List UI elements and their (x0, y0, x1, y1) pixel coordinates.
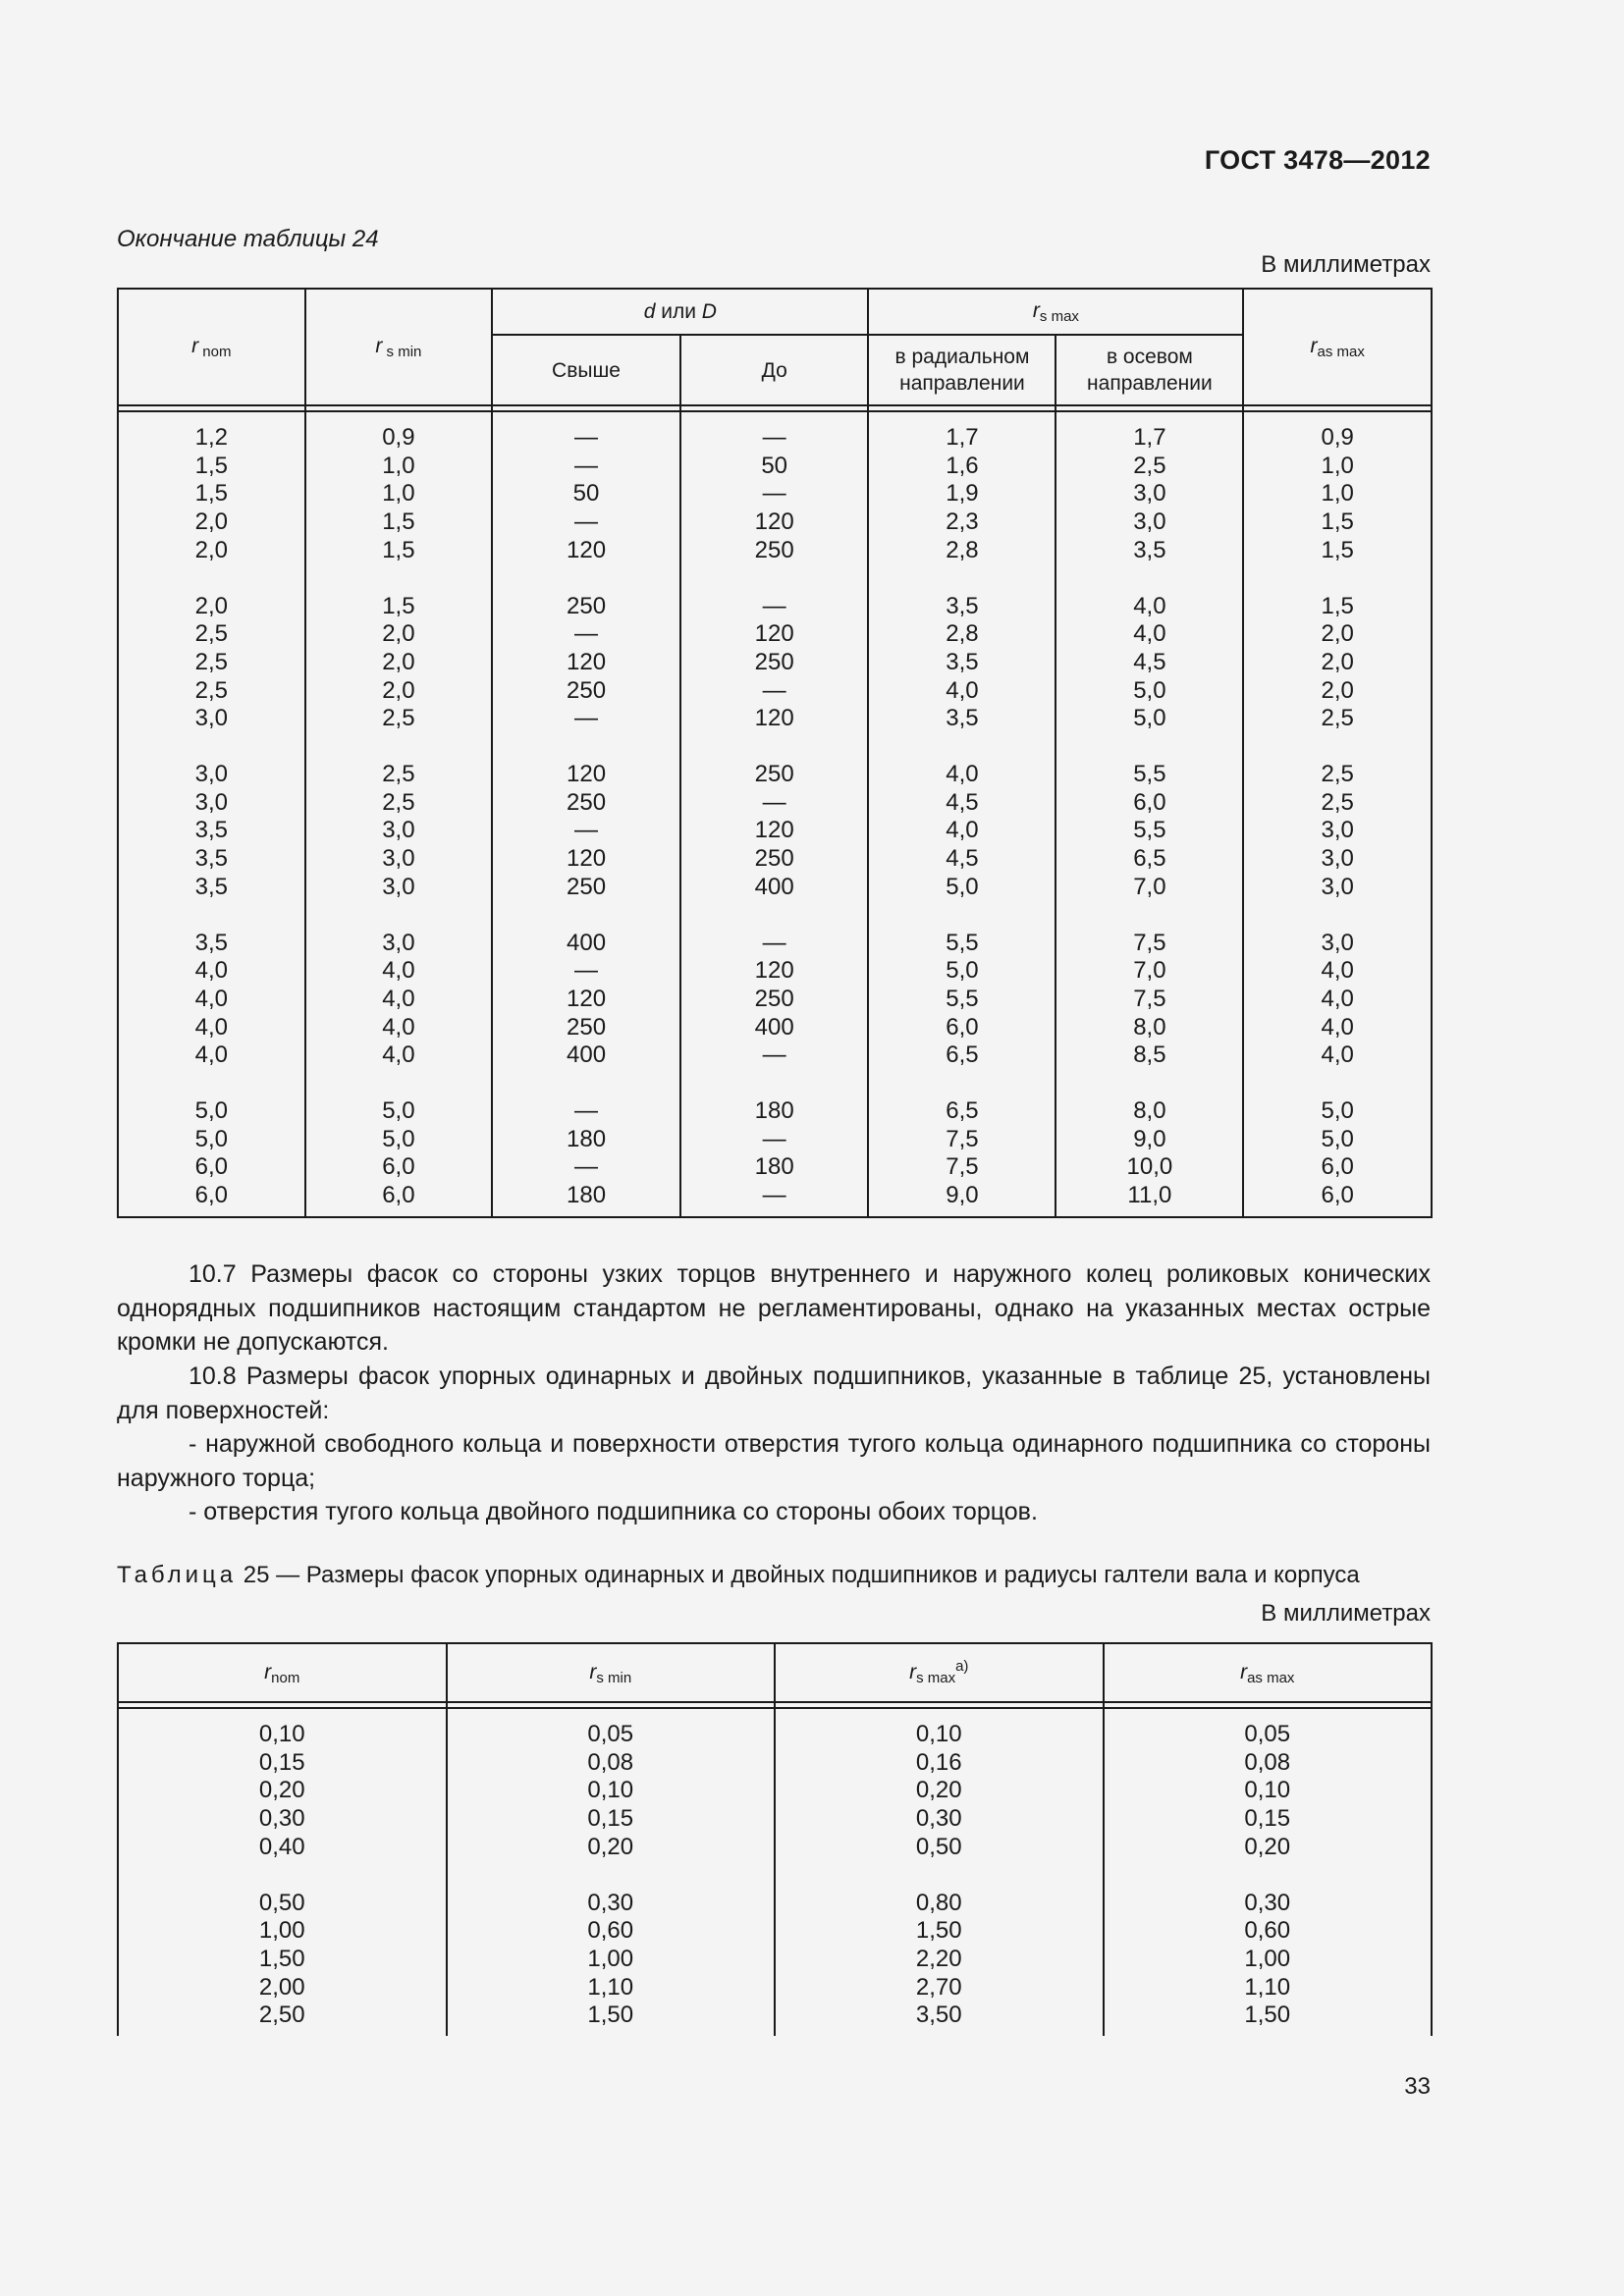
table-cell-value: 50 (572, 480, 600, 507)
table-cell-value: 2,5 (1321, 788, 1354, 816)
table-cell-value: 7,5 (946, 1125, 979, 1152)
table-cell-value: — (762, 676, 786, 704)
table-cell-value: — (762, 592, 786, 619)
group-3-to-cell (680, 761, 869, 930)
table-cell-value: 2,0 (382, 620, 415, 648)
table-cell-value: 0,16 (915, 1748, 962, 1776)
table-cell-value: 2,5 (382, 761, 415, 788)
table-cell-value: 3,5 (194, 873, 228, 900)
table-cell-value: 0,30 (587, 1889, 634, 1916)
table-cell-value: 0,15 (587, 1805, 634, 1833)
table-cell-value: — (574, 424, 599, 451)
table-cell-value: — (762, 424, 786, 451)
table-cell-value: 1,5 (382, 536, 415, 563)
table-cell-value: 6,0 (382, 1153, 415, 1181)
table-cell-value: 2,0 (194, 508, 228, 536)
group-4-ras-max-cell (1243, 930, 1432, 1098)
table-cell-value: 3,5 (194, 845, 228, 873)
table-cell-value: 4,0 (1133, 592, 1166, 619)
table-cell-value: 5,0 (946, 957, 979, 985)
table-cell-value: 2,0 (194, 536, 228, 563)
table-cell-value: 1,7 (1133, 424, 1166, 451)
table-cell-value: 2,0 (194, 592, 228, 619)
table-cell-value: 2,3 (946, 508, 979, 536)
group-5-r-nom-cell (118, 1097, 305, 1217)
table-cell-value: 0,9 (1321, 424, 1354, 451)
table-cell-value: 3,0 (1321, 929, 1354, 956)
table-cell-value: 1,10 (587, 1973, 634, 2001)
table-cell-value: — (574, 957, 599, 985)
table-cell-value: 0,20 (915, 1777, 962, 1804)
table-cell-value: 1,5 (382, 508, 415, 536)
table-cell-value: 1,9 (946, 480, 979, 507)
table-cell-value: 2,5 (194, 676, 228, 704)
paragraph-10-8: 10.8 Размеры фасок упорных одинарных и двойных подшипников, указанные в таблице 25, установлены для поверхностей: (117, 1362, 1431, 1424)
table-cell-value: 250 (754, 985, 794, 1012)
header-r-nom: r nom (118, 289, 305, 405)
table-cell-value: 4,0 (194, 1013, 228, 1041)
table-cell-value: 2,5 (1321, 705, 1354, 732)
table-cell-value: 1,0 (382, 480, 415, 507)
table24-units: В миллиметрах (1261, 251, 1431, 278)
table-cell-value: 250 (754, 845, 794, 873)
header-axial: в осевом направлении (1056, 335, 1243, 405)
table-cell-value: 1,6 (946, 452, 979, 479)
table-cell-value: 2,0 (1321, 648, 1354, 675)
table-cell-value: 180 (567, 1125, 607, 1152)
table-25 (117, 1642, 1433, 2036)
table-cell-value: — (574, 620, 599, 648)
table-cell-value: 4,0 (1321, 957, 1354, 985)
table-cell-value: 4,0 (382, 1041, 415, 1069)
table-cell-value: 0,20 (587, 1833, 634, 1860)
group-3-rs-min-cell (305, 761, 493, 930)
table-cell-value: 4,0 (946, 761, 979, 788)
table-cell-value: 3,0 (382, 929, 415, 956)
table-cell-value: 0,08 (1244, 1748, 1291, 1776)
group-2-to-cell (680, 593, 869, 762)
table-cell-value: 5,5 (1133, 817, 1166, 844)
table-cell-value: 1,50 (587, 2002, 634, 2029)
table25-units: В миллиметрах (1261, 1600, 1431, 1627)
group-1-to-cell (680, 411, 869, 593)
table-cell-value: 2,0 (382, 648, 415, 675)
group-1-r-nom-cell (118, 1708, 447, 1890)
group-1-ras-max-cell (1243, 411, 1432, 593)
table-cell-value: 0,50 (915, 1833, 962, 1860)
table-cell-value: 2,5 (194, 620, 228, 648)
group-5-over-cell (492, 1097, 680, 1217)
table-cell-value: 5,5 (1133, 761, 1166, 788)
group-2-r-nom-cell (118, 1890, 447, 2037)
table-cell-value: 1,5 (194, 480, 228, 507)
table-cell-value: 0,30 (258, 1805, 305, 1833)
table-cell-value: 3,5 (946, 705, 979, 732)
table-cell-value: 1,5 (1321, 508, 1354, 536)
table-cell-value: 4,0 (1133, 620, 1166, 648)
table-cell-value: 3,0 (194, 761, 228, 788)
group-2-rs-min-cell (305, 593, 493, 762)
table-cell-value: 6,0 (1321, 1182, 1354, 1209)
group-4-to-cell (680, 930, 869, 1098)
table-cell-value: 4,0 (382, 957, 415, 985)
page-number: 33 (1404, 2073, 1431, 2100)
group-1-rs-min-cell (305, 411, 493, 593)
table-cell-value: 3,5 (194, 929, 228, 956)
table-cell-value: 9,0 (1133, 1125, 1166, 1152)
group-3-axial-cell (1056, 761, 1243, 930)
table-cell-value: 5,0 (1321, 1097, 1354, 1125)
table-cell-value: 4,0 (382, 985, 415, 1012)
table-cell-value: 3,0 (382, 845, 415, 873)
table-cell-value: 4,0 (1321, 985, 1354, 1012)
table-cell-value: 0,10 (915, 1721, 962, 1747)
table-cell-value: 120 (567, 845, 607, 873)
table-cell-value: 1,00 (587, 1945, 634, 1972)
table-cell-value: 2,0 (382, 676, 415, 704)
table-cell-value: 0,80 (915, 1889, 962, 1916)
table-cell-value: 4,0 (1321, 1013, 1354, 1041)
table-cell-value: 0,15 (258, 1748, 305, 1776)
table-cell-value: 250 (567, 788, 607, 816)
table-cell-value: 1,0 (1321, 480, 1354, 507)
table-cell-value: 4,0 (194, 985, 228, 1012)
group-5-radial-cell (868, 1097, 1056, 1217)
table-cell-value: 3,50 (915, 2002, 962, 2029)
table-cell-value: 250 (567, 676, 607, 704)
table-cell-value: 1,00 (1244, 1945, 1291, 1972)
table-cell-value: — (762, 1182, 786, 1209)
table-cell-value: 0,05 (1244, 1721, 1291, 1747)
t25-header-r-nom: rnom (118, 1643, 447, 1702)
table-cell-value: 6,0 (1133, 788, 1166, 816)
table-cell-value: 6,5 (946, 1097, 979, 1125)
t25-header-rs-min: rs min (447, 1643, 776, 1702)
table25-title: Таблица 25 — Размеры фасок упорных одинарных и двойных подшипников и радиусы галтели вала и корпуса (117, 1562, 1360, 1588)
table-cell-value: 4,5 (946, 788, 979, 816)
table-cell-value: 2,5 (382, 788, 415, 816)
table-cell-value: 180 (754, 1153, 794, 1181)
table-cell-value: — (762, 1041, 786, 1069)
table-cell-value: 400 (567, 929, 607, 956)
table-cell-value: 5,0 (1133, 676, 1166, 704)
table-cell-value: 0,10 (587, 1777, 634, 1804)
group-1-r-nom-cell (118, 411, 305, 593)
table-cell-value: 3,5 (1133, 536, 1166, 563)
table-cell-value: 120 (567, 761, 607, 788)
table-cell-value: 1,00 (258, 1917, 305, 1945)
table-cell-value: 2,8 (946, 536, 979, 563)
group-5-axial-cell (1056, 1097, 1243, 1217)
group-3-radial-cell (868, 761, 1056, 930)
table-cell-value: 3,0 (1133, 508, 1166, 536)
table-cell-value: 3,0 (1321, 817, 1354, 844)
table-cell-value: 2,50 (258, 2002, 305, 2029)
table-cell-value: 0,20 (1244, 1833, 1291, 1860)
group-1-ras-max-cell (1104, 1708, 1433, 1890)
group-4-r-nom-cell (118, 930, 305, 1098)
group-2-ras-max-cell (1243, 593, 1432, 762)
table-cell-value: 1,2 (194, 424, 228, 451)
group-1-over-cell (492, 411, 680, 593)
table-cell-value: 250 (567, 592, 607, 619)
table-cell-value: 120 (754, 508, 794, 536)
table-cell-value: 400 (754, 1013, 794, 1041)
group-5-to-cell (680, 1097, 869, 1217)
group-3-r-nom-cell (118, 761, 305, 930)
table-cell-value: — (574, 705, 599, 732)
table-cell-value: 1,0 (382, 452, 415, 479)
table-cell-value: 11,0 (1127, 1182, 1172, 1209)
group-1-rs-min-cell (447, 1708, 776, 1890)
group-4-axial-cell (1056, 930, 1243, 1098)
table-cell-value: 3,5 (194, 817, 228, 844)
table-cell-value: 6,0 (946, 1013, 979, 1041)
group-3-over-cell (492, 761, 680, 930)
table-cell-value: 2,00 (258, 1973, 305, 2001)
table-cell-value: 180 (754, 1097, 794, 1125)
table-cell-value: 0,50 (258, 1889, 305, 1916)
table-cell-value: 3,5 (946, 592, 979, 619)
table-cell-value: 3,0 (382, 873, 415, 900)
table-cell-value: 3,0 (194, 705, 228, 732)
table-cell-value: 6,5 (1133, 845, 1166, 873)
header-rs-max: rs max (868, 289, 1243, 335)
table-cell-value: 5,0 (194, 1097, 228, 1125)
table-cell-value: 8,5 (1133, 1041, 1166, 1069)
table-cell-value: 8,0 (1133, 1097, 1166, 1125)
table-cell-value: 120 (754, 817, 794, 844)
table-cell-value: 50 (761, 452, 788, 479)
group-2-rs-max-cell (775, 1890, 1104, 2037)
table-cell-value: 4,0 (194, 957, 228, 985)
table-cell-value: 5,0 (1321, 1125, 1354, 1152)
table-cell-value: 6,0 (194, 1182, 228, 1209)
table-cell-value: 1,5 (382, 592, 415, 619)
table-cell-value: 7,0 (1133, 873, 1166, 900)
table-cell-value: 5,0 (382, 1097, 415, 1125)
group-2-r-nom-cell (118, 593, 305, 762)
table-cell-value: 9,0 (946, 1182, 979, 1209)
table-cell-value: 1,7 (946, 424, 979, 451)
table-cell-value: 3,5 (946, 648, 979, 675)
table-cell-value: 5,0 (194, 1125, 228, 1152)
table24-caption: Окончание таблицы 24 (117, 226, 379, 252)
table-cell-value: 0,30 (1244, 1889, 1291, 1916)
table-cell-value: 5,0 (1133, 705, 1166, 732)
table-cell-value: 2,8 (946, 620, 979, 648)
table-cell-value: — (574, 1153, 599, 1181)
table-cell-value: — (574, 508, 599, 536)
table-cell-value: 0,60 (1244, 1917, 1291, 1945)
table-cell-value: 0,40 (258, 1833, 305, 1860)
header-to: До (680, 335, 869, 405)
table-cell-value: 3,0 (1133, 480, 1166, 507)
table-cell-value: — (762, 480, 786, 507)
table-cell-value: — (762, 788, 786, 816)
group-2-ras-max-cell (1104, 1890, 1433, 2037)
table-cell-value: — (574, 452, 599, 479)
group-1-radial-cell (868, 411, 1056, 593)
table-cell-value: 5,5 (946, 929, 979, 956)
table-cell-value: 7,5 (946, 1153, 979, 1181)
table-cell-value: 6,0 (194, 1153, 228, 1181)
group-2-over-cell (492, 593, 680, 762)
table-cell-value: 0,05 (587, 1721, 634, 1747)
table-cell-value: 120 (567, 536, 607, 563)
table-cell-value: 5,5 (946, 985, 979, 1012)
group-4-rs-min-cell (305, 930, 493, 1098)
table-cell-value: 4,0 (946, 817, 979, 844)
table-cell-value: — (574, 1097, 599, 1125)
table-cell-value: 6,5 (946, 1041, 979, 1069)
table-cell-value: 120 (754, 957, 794, 985)
table-cell-value: — (574, 817, 599, 844)
table-cell-value: 1,5 (1321, 592, 1354, 619)
table-cell-value: 8,0 (1133, 1013, 1166, 1041)
table-cell-value: 3,0 (382, 817, 415, 844)
table-cell-value: 0,9 (382, 424, 415, 451)
table-cell-value: 0,15 (1244, 1805, 1291, 1833)
table-cell-value: 2,5 (194, 648, 228, 675)
table-cell-value: 120 (567, 648, 607, 675)
table-cell-value: 7,5 (1133, 985, 1166, 1012)
table-cell-value: 250 (567, 873, 607, 900)
header-radial: в радиальном направлении (868, 335, 1056, 405)
standard-designation: ГОСТ 3478—2012 (1204, 145, 1431, 175)
group-4-over-cell (492, 930, 680, 1098)
table-cell-value: 1,5 (1321, 536, 1354, 563)
table-cell-value: 0,10 (1244, 1777, 1291, 1804)
table-cell-value: 1,0 (1321, 452, 1354, 479)
table-cell-value: 1,50 (1244, 2002, 1291, 2029)
table-cell-value: 0,20 (258, 1777, 305, 1804)
table-cell-value: 0,60 (587, 1917, 634, 1945)
group-2-axial-cell (1056, 593, 1243, 762)
bullet-1: - наружной свободного кольца и поверхности отверстия тугого кольца одинарного подшипника со стороны наружного торца; (117, 1430, 1431, 1492)
table-cell-value: 2,5 (1321, 761, 1354, 788)
paragraph-10-7: 10.7 Размеры фасок со стороны узких торцов внутреннего и наружного колец роликовых конических однорядных подшипников настоящим стандартом не регламентированы, однако на указанных местах острые кромки не допускаются. (117, 1260, 1431, 1356)
table-cell-value: — (762, 929, 786, 956)
table-cell-value: 2,70 (915, 1973, 962, 2001)
table-cell-value: 0,08 (587, 1748, 634, 1776)
table-cell-value: 2,5 (1133, 452, 1166, 479)
table-cell-value: 3,0 (1321, 873, 1354, 900)
table-cell-value: 1,50 (258, 1945, 305, 1972)
group-1-rs-max-cell (775, 1708, 1104, 1890)
group-5-ras-max-cell (1243, 1097, 1432, 1217)
table-cell-value: 250 (754, 761, 794, 788)
table-cell-value: 2,0 (1321, 620, 1354, 648)
table-cell-value: 2,0 (1321, 676, 1354, 704)
table-cell-value: 250 (567, 1013, 607, 1041)
table-24 (117, 288, 1433, 1218)
table-cell-value: 4,5 (946, 845, 979, 873)
group-5-rs-min-cell (305, 1097, 493, 1217)
bullet-2: - отверстия тугого кольца двойного подшипника со стороны обоих торцов. (189, 1498, 1038, 1525)
table-cell-value: 120 (754, 620, 794, 648)
table-cell-value: 180 (567, 1182, 607, 1209)
table-cell-value: 6,0 (382, 1182, 415, 1209)
header-d-or-D: d или D (492, 289, 868, 335)
table-cell-value: 5,0 (946, 873, 979, 900)
group-3-ras-max-cell (1243, 761, 1432, 930)
header-rs-min: r s min (305, 289, 493, 405)
table-cell-value: 4,5 (1133, 648, 1166, 675)
table-cell-value: 4,0 (1321, 1041, 1354, 1069)
header-ras-max: ras max (1243, 289, 1432, 405)
table-cell-value: 400 (754, 873, 794, 900)
table-cell-value: 7,0 (1133, 957, 1166, 985)
table-cell-value: 0,30 (915, 1805, 962, 1833)
table-cell-value: 3,0 (194, 788, 228, 816)
table-cell-value: 4,0 (946, 676, 979, 704)
table-cell-value: 120 (567, 985, 607, 1012)
table-cell-value: 120 (754, 705, 794, 732)
table-cell-value: 1,10 (1244, 1973, 1291, 2001)
header-over: Свыше (492, 335, 680, 405)
table-cell-value: 5,0 (382, 1125, 415, 1152)
group-1-axial-cell (1056, 411, 1243, 593)
table-cell-value: 6,0 (1321, 1153, 1354, 1181)
table-cell-value: 400 (567, 1041, 607, 1069)
table-cell-value: 3,0 (1321, 845, 1354, 873)
table-cell-value: 250 (754, 648, 794, 675)
table-cell-value: 4,0 (382, 1013, 415, 1041)
t25-header-rs-max: rs $\max^{a)}$ (775, 1643, 1104, 1702)
table-cell-value: — (762, 1125, 786, 1152)
table-cell-value: 250 (754, 536, 794, 563)
table-cell-value: 7,5 (1133, 929, 1166, 956)
table-cell-value: 1,50 (915, 1917, 962, 1945)
table-cell-value: 2,20 (915, 1945, 962, 1972)
group-4-radial-cell (868, 930, 1056, 1098)
group-2-radial-cell (868, 593, 1056, 762)
table-cell-value: 1,5 (194, 452, 228, 479)
table-cell-value: 2,5 (382, 705, 415, 732)
table-cell-value: 10,0 (1126, 1153, 1173, 1181)
t25-header-ras-max: ras max (1104, 1643, 1433, 1702)
table-cell-value: 0,10 (258, 1721, 305, 1747)
table-cell-value: 4,0 (194, 1041, 228, 1069)
group-2-rs-min-cell (447, 1890, 776, 2037)
